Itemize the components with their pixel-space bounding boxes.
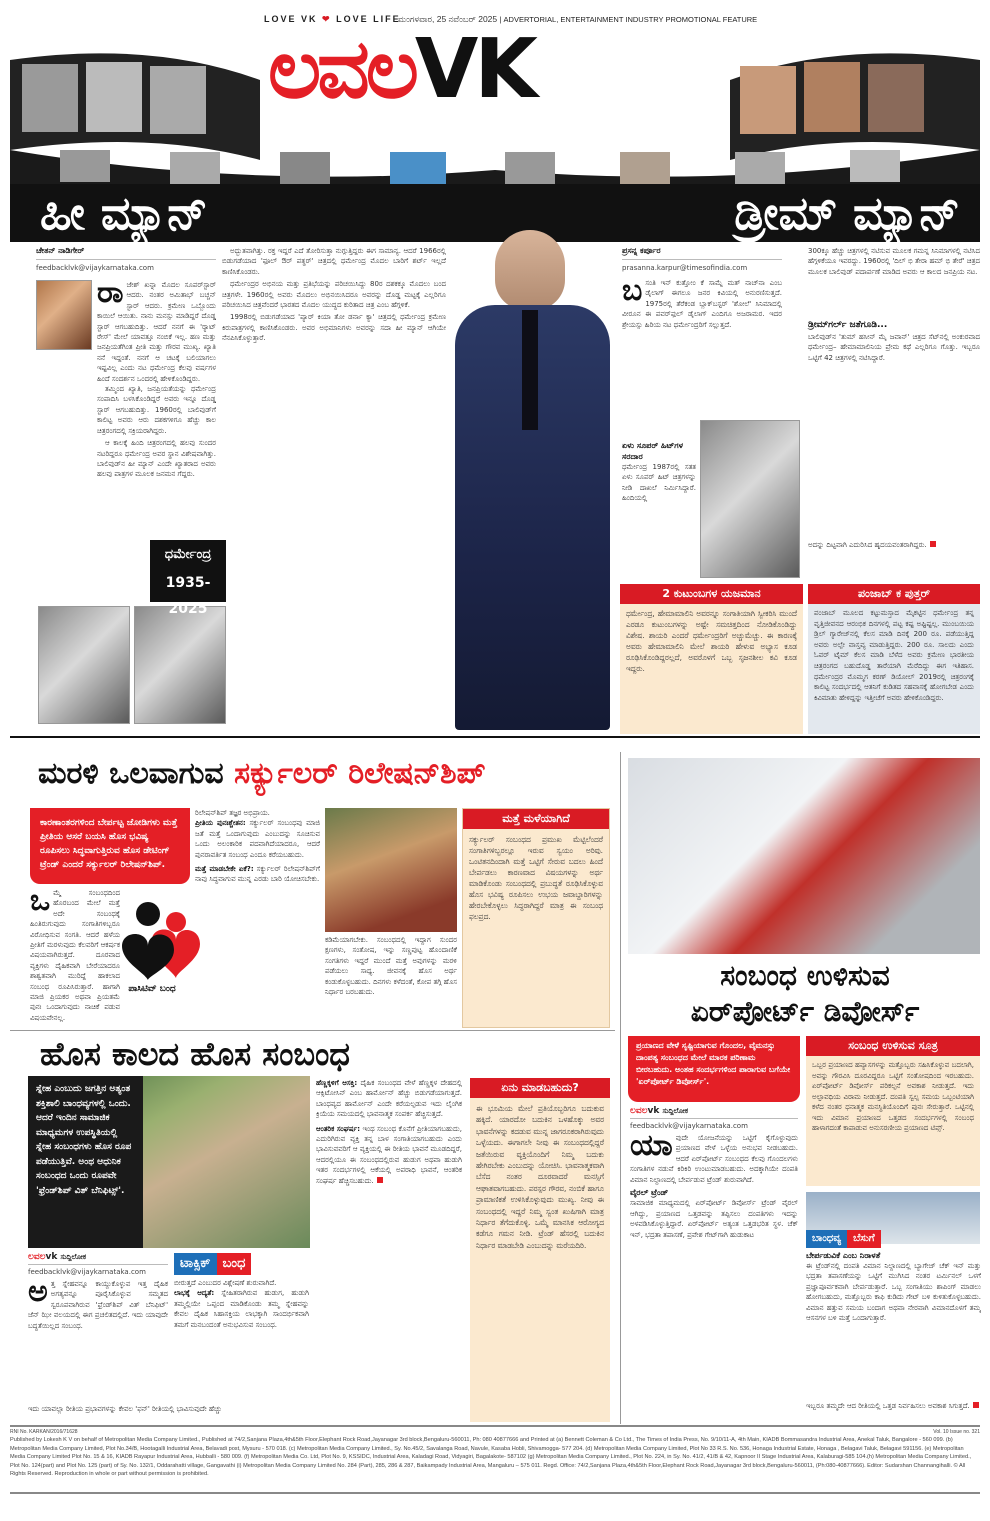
logo-kannada: ಲವಲ bbox=[268, 22, 415, 117]
center-paragraph-1: ಅದ್ಭುತವಾಗಿತ್ತು. ರಕ್ತ ಇದ್ದರೆ ಎದೆ ತೋರಿಸುತ್ತಾ ನುಗ್ಗುತ್ತಿದ್ದರು ಈಗ ಸಾಮಾನ್ಯ. ಆದರೆ 1966ರಲ್ಲಿ ಬಿಡುಗಡೆಯಾದ 'ಫೂಲ್ ಔರ್ ಪತ್ಥರ್' ಚಿತ್ರದಲ್ಲಿ ಧರ್ಮೇಂದ್ರ ಮೊದಲ ಬಾರಿಗೆ ಶರ್ಟ್ ಇಲ್ಲದೆ ಕಾಣಿಸಿಕೊಂಡರು. bbox=[222, 247, 446, 276]
article-paragraph-1: ಜೇಶ್ ಖನ್ನಾ ಮೊದಲ ಸೂಪರ್‌ಸ್ಟಾರ್ ಆದರು. ನಂತರ ಅಮಿತಾಭ್ ಬಚ್ಚನ್ ಸ್ಟಾರ್ ಆದರು. ಕ್ರಮೇಣ ಒಬ್ಬೊಂದು ಕಾಯಿಲೆ ಆಯಿತು. ನಾನು ಮನಸ್ಸು ಮಾಡಿದ್ದರೆ ದೊಡ್ಡ ಸ್ಟಾರ್ ಆಗಬಹುದಿತ್ತು. ಆದರೆ ನನಗೆ ಈ 'ರ್‍ಯಾಟ್ ರೇಸ್' ಮೇಲೆ ಯಾವತ್ತೂ ನಂಬಿಕೆ ಇಲ್ಲ. ಹಣ ಮತ್ತು ಜನಪ್ರಿಯತೆಗಿಂತ ಪ್ರೀತಿ ಮತ್ತು ಗೌರವ ಮುಖ್ಯ. ಖ್ಯಾತಿ ನನೆ ಇದ್ದಂತೆ. ನನಗೆ ಆ ಚಟಕ್ಕೆ ಬಲಿಯಾಗಲು ಇಷ್ಟವಿಲ್ಲ ಎಂದು ನಟ ಧರ್ಮೇಂದ್ರ ಕೆಲವು ವರ್ಷಗಳ ಹಿಂದೆ ಸಂದರ್ಶನ ಒಂದರಲ್ಲಿ ಹೇಳಿಕೊಂಡಿದ್ದರು. bbox=[97, 281, 216, 383]
film-photo-11 bbox=[505, 152, 555, 184]
newage-email: feedbacklvk@vijaykarnataka.com bbox=[28, 1268, 146, 1276]
couple-rain-photo bbox=[325, 808, 457, 932]
newage-intro-box: ಸ್ನೇಹ ಎಂಬುದು ಜಗತ್ತಿನ ಅತ್ಯಂತ ಶಕ್ತಿಶಾಲಿ ಬಾಂಧವ್ಯಗಳಲ್ಲಿ ಒಂದು. ಆದರೆ ಇಂದಿನ ಸಾಮಾಜಿಕ ಮಾಧ್ಯಮಗಳ ಉಪಸ್ಥಿತಿಯಲ್ಲಿ ಸ್ನೇಹ ಸಂಬಂಧಗಳು ಹೊಸ ರೂಪ ಪಡೆಯುತ್ತಿವೆ. ಅಂಥ ಆಧುನಿಕ ಸಂಬಂಧದ ಒಂದು ರೂಪವೇ 'ಫ್ರೆಂಡ್‌ಶಿಪ್ ವಿತ್ ಬೆನಿಫಿಟ್ಸ್'. bbox=[28, 1076, 143, 1248]
punjab-box-body: ಪಂಜಾಬ್ ಮೂಲದ ಕಟ್ಟುಮಸ್ತಾದ ಮೈಕಟ್ಟಿನ ಧರ್ಮೇಂದ್ರ ತನ್ನ ವೃತ್ತಿಜೀವನದ ಆರಂಭಿಕ ದಿನಗಳಲ್ಲಿ ಪಟ್ಟ ಕಷ್ಟ ಅಷ್ಟಿಷ್ಟಲ್ಲ. ಮುಂಬಯಿಯ ಡ್ರಿಲ್ ಗ್ಯಾರೇಜ್‌ನಲ್ಲಿ ಕೆಲಸ ಮಾಡಿ ದಿನಕ್ಕೆ 200 ರೂ. ಪಡೆಯುತ್ತಿದ್ದ ಅವರು ಅಲ್ಪೇ ವಾಸ್ತವ್ಯ ಮಾಡುತ್ತಿದ್ದರು. 200 ರೂ. ಸಾಲದು ಎಂದು ಓವರ್ ಟೈಮ್ ಕೆಲಸ ಮಾಡಿ ಬೆಳೆದ ಅವರು ಕ್ರಮೇಣ ಭಾರತೀಯ ಚಿತ್ರರಂಗದ ಬಹುದೊಡ್ಡ ತಾರೆಯಾಗಿ ಮೆರೆದಿದ್ದು ಈಗ ಇತಿಹಾಸ. ಧರ್ಮೇಂದ್ರರ ಮೊಮ್ಮಗ ಕರಣ್ ಡಿಯೋಲ್ 2019ರಲ್ಲಿ ಚಿತ್ರರಂಗಕ್ಕೆ ಕಾಲಿಟ್ಟ ಸಂದರ್ಭದಲ್ಲಿ ಆತನಿಗೆ ಕುಡಿತದ ಸಹವಾಸಕ್ಕೆ ಹೋಗಬೇಡ ಎಂದು ಕಿವಿಮಾತು ಹೇಳಿದ್ದನ್ನು ಇತ್ತೀಚೆಗೆ ಅವರು ಹೇಳಿಕೊಂಡಿದ್ದರು. bbox=[814, 609, 974, 702]
superhit-body: ಧರ್ಮೇಂದ್ರ 1987ರಲ್ಲಿ ಸತತ ಏಳು ಸೂಪರ್ ಹಿಟ್ ಚಿತ್ರಗಳನ್ನು ನೀಡಿ ದಾಖಲೆ ನಿರ್ಮಿಸಿದ್ದಾರೆ. ಹಿಂದಿಯಲ್ಲಿ bbox=[622, 463, 696, 503]
end-mark-icon bbox=[930, 541, 936, 547]
superhit-heading: ಏಳು ಸೂಪರ್ ಹಿಟ್‌ಗಳ ಸರದಾರ bbox=[622, 441, 683, 461]
newage-headline: ಹೊಸ ಕಾಲದ ಹೊಸ ಸಂಬಂಧ bbox=[40, 1035, 350, 1073]
issue-date: ಮಂಗಳವಾರ, 25 ನವೆಂಬರ್ 2025 bbox=[398, 14, 498, 24]
airport-brand bbox=[630, 1106, 798, 1119]
circular-sub-1: ಪ್ರೀತಿಯ ಪುನಃಶ್ಚೇತನ: bbox=[195, 819, 246, 828]
drop-cap-5: ಅ bbox=[28, 1279, 48, 1309]
newage-end-line: ಇದು ಯಾವಲ್ಲಾ ರೀತಿಯ ಪ್ರಭಾವಗಳನ್ನು ಕೇವಲ 'ಫನ್' ರೀತಿಯಲ್ಲಿ ಭಾವಿಸುವುದೇ ಹೆಚ್ಚು bbox=[28, 1405, 222, 1413]
dharmendra-photo-2 bbox=[134, 606, 226, 724]
punjab-box bbox=[808, 584, 980, 734]
tribute-years: 1935-2025 bbox=[165, 575, 211, 617]
newage-sub-2: ಹೆಣ್ಣಕ್ಕಳಿಗೆ ಆಸಕ್ತಿ: bbox=[316, 1079, 358, 1087]
drop-cap-3: ಒ bbox=[30, 888, 51, 918]
circular-right-body: ಕಡಿಮೆಯಾಗಬೇಕು. ಸಂಬಂಧದಲ್ಲಿ ಇದ್ದಾಗ ಸುಂದರ ಕ್ಷಣಗಳು, ಸಂತೋಷ, ಇನ್ನು ಸಣ್ಣಪುಟ್ಟ ಹೊಂದಾಣಿಕೆ ಸಂಗತಿಗಳು ಇದ್ದರೆ ಮುಂದೆ ಮತ್ತೆ ಅವುಗಳನ್ನು ಮರಳಿ ಪಡೆಯಲು ಸಾಧ್ಯ. ಜೀವನಕ್ಕೆ ಹೊಸ ಅರ್ಥ ಕಂಡುಕೊಳ್ಳಬಹುದು. ದಿನಗಳು ಕಳೆದಂತೆ, ಕೋಪ ತಗ್ಗಿ ಹೊಸ ನಿರ್ಧಾರ ಬರಬಹುದು. bbox=[325, 936, 457, 997]
circular-middle-column bbox=[195, 808, 320, 1028]
circular-sub-2: ಮತ್ತೆ ಮಾಡಬೇಕೇ ಏಕೆ?: bbox=[195, 865, 254, 874]
feature-label: | ADVERTORIAL, ENTERTAINMENT INDUSTRY PROMOTIONAL FEATURE bbox=[499, 15, 758, 24]
circular-left-body: ಮ್ಮೆ ಸಂಬಂಧದಿಂದ ಹೊರಬಂದ ಮೇಲೆ ಮತ್ತೆ ಅದೇ ಸಂಬಂಧಕ್ಕೆ ಹಿಂತಿರುಗುವುದು ಸಂಗಾತಿಗಳಿಬ್ಬರೂ ವಿರೋಧಿಸುವ ಸಂಗತಿ. ಆದರೆ ಹಳೆಯ ಪ್ರೀತಿಗೆ ಮರಳುವುದು ಕೆಲವರಿಗೆ ಆಕರ್ಷಕ ವಿಷಯವಾಗಿರುತ್ತದೆ. ದೂರವಾದ ವ್ಯಕ್ತಿಗಳು ದೈಹಿಕವಾಗಿ ಬೇರೆಯಾದರೂ ಶಾಶ್ವತವಾಗಿ ಮುರಿದ್ದೆ ಹಾಕಲಾದ ಸಂಬಂಧ ರೂಪಿಸಿರುತ್ತಾರೆ. ಹಾಗಾಗಿ ಮಾಜಿ ಪ್ರಿಯಕರ ಅಥವಾ ಪ್ರಿಯತಮೆ ಪುನಃ ಒಂದಾಗುವುದು ನಾಚಿಕೆ ಪಡುವ ವಿಷಯವೇನಲ್ಲ. bbox=[30, 889, 120, 1022]
lead-right-col-2 bbox=[808, 246, 980, 394]
footer-imprint bbox=[10, 1428, 980, 1478]
footer-imprint-text: Published by Lokesh K V on behalf of Metropolitan Media Company Limited., Published at 74/2,Sanjana Plaza,4th&5th Floor,Elephant Rock Road,Jayanagar 3rd block,Bengaluru-560011, Ph: 080 40877666 and Printed at (a) Bennett Coleman & Co Ltd., The Times of India Press, No. 9/10/11-A, 4th Main, KIADB Bommasandra Industrial Area, Anekal Taluk, Bangalore - 560 099. (b) Metropolitan Media Company Limited, Plot No.34/B, Hootagalli Industrial Area, Belavadi post, Mysuru - 570 018. (c) Metropolitan Media Company Limited., Sy. No.45/2, Savalanga Road, Navule, Kasaba Hobli, Shivamogga- 577 204. (d) Metropolitan Media Company Limited, Plot No 33 R.S. No. 536, Honaga Industrial Estate, Honaga , Belagavi Taluk, Belagavi 591156. (e) Metropolitan Media Company Limited Plot No. 15 & 16, KIADB Rayapur Industrial Area, Hubballi - 580 009. (f) Metropolitan Media Co. Ltd, Plot No. 9, KSSIDC, Industrial Area, Kaladagi Road, Vidyagiri, Bagalakote- 587102 (g) Metropolitan Media Company Limited., Plot No. 224, in Sy. No. 41/2, 41/B & 42, Kapnoor II Stage Industrial Area, Kalaburagi-585 104.(h) Metropolitan Media Company Limited., Plot No. 124(part) and Plot No. 125 (part) of Sy. No. 132/1, Oddarahatti village, Gangavathi (i) Metropolitan Media Company Limited No. 284 (Part), 285, 286 & 287, Baikampady Industrial Area, Mangaluru – 575 011. Regd. Office: 74/2,Sanjana Plaza,4th&5th Floor,Elephant Rock Road,Jayanagar 3rd block,Bengaluru-560011, (Ph:080-40877666). Editor: Sudarshan Channangihalli. © All Rights Reserved. Reproduction in whole or part without permission is prohibited. bbox=[10, 1437, 972, 1478]
newage-sub-3: ಆಂತರಿಕ ಸಂಘರ್ಷ: bbox=[316, 1124, 361, 1133]
rain-box-body: ಸರ್ಕ್ಯುಲರ್ ಸಂಬಂಧದ ಪ್ರಮುಖ ಮೆಟ್ಟಿಲೆಂದರೆ ಸಂಗಾತಿಗಳಿಬ್ಬರಲ್ಲೂ ಇರುವ ಸ್ವಯಂ ಅರಿವು. ಒಂಟಿತನದಿಂದಾಗಿ ಮತ್ತೆ ಒಟ್ಟಿಗೆ ಸೇರುವ ಬದಲು ಹಿಂದೆ ಬೇರ್ಪಡಲು ಕಾರಣವಾದ ವಿಷಯಗಳನ್ನು ಅರ್ಥ ಮಾಡಿಕೊಂಡು ಸಂಬಂಧದಲ್ಲಿ ಪ್ರಬುದ್ಧತೆ ರೂಢಿಸಿಕೊಳ್ಳುವ ಹೊಸ ಭವಿಷ್ಯ ರೂಪಿಸಲು ಉಭಯ ಜವಾಬ್ದಾರಿಗಳನ್ನು ಹೇರಬೇಕೊಳ್ಳಲು ಸಿದ್ಧರಾಗಿದ್ದರೆ ಮಾತ್ರ ಈ ಸಂಬಂಧ ಫಲಪ್ರದ. bbox=[469, 835, 603, 921]
newage-article bbox=[28, 1252, 168, 1403]
lead-right-article bbox=[622, 246, 782, 434]
positive-bandha-logo bbox=[112, 900, 202, 980]
film-photo-5 bbox=[804, 62, 860, 132]
column-divider bbox=[620, 752, 621, 1424]
footer-rule bbox=[10, 1425, 980, 1427]
family-box-body: ಧರ್ಮೇಂದ್ರ, ಹೇಮಾಮಾಲಿನಿ ಅವರನ್ನೂ ಸಂಗಾತಿಯಾಗಿ ಸ್ವೀಕರಿಸಿ ಮುಂದೆ ಎರಡೂ ಕುಟುಂಬಗಳನ್ನು ಅಷ್ಟೇ ಸಮಚಿತ್ತದಿಂದ ನೋಡಿಕೊಂಡಿದ್ದು ವಿಶೇಷ. ಶಾಯರಿ ಎಂದರೆ ಧರ್ಮೇಂದ್ರರಿಗೆ ಅಚ್ಚುಮೆಚ್ಚು. ಈ ಕಾರಣಕ್ಕೆ ಅವರು ಹೇಮಾಮಾಲಿನಿ ಮೇಲೆ ಶಾಯರಿ ಹೇಳುವ ಅಭ್ಯಾಸ ಕೂಡ ರೂಢಿಸಿಕೊಂಡಿದ್ದರಲ್ಲದೆ, ಅವರೊಳಗೆ ಒಬ್ಬ ಸೃಜನಶೀಲ ಕವಿ ಕೂಡ ಇದ್ದರು. bbox=[626, 609, 797, 673]
footer-rni: RNI No. KARKAN/2016/71628 bbox=[10, 1429, 78, 1435]
author-email-2: prasanna.karpur@timesofindia.com bbox=[622, 264, 748, 272]
sutra-box-title: ಸಂಬಂಧ ಉಳಿಸುವ ಸೂತ್ರ bbox=[806, 1036, 980, 1056]
newage-right-column bbox=[316, 1078, 462, 1400]
footer-volume: Vol. 10 Issue no. 321 bbox=[933, 1429, 980, 1435]
airport-intro-box: ಪ್ರಯಾಣದ ವೇಳೆ ಸೃಷ್ಟಿಯಾಗುವ ಗೊಂದಲ, ವೈಮನಸ್ಸು ದಾಂಪತ್ಯ ಸಂಬಂಧದ ಮೇಲೆ ಮಾರಕ ಪರಿಣಾಮ ಬೀರಬಹುದು. ಅಂತಹ ಸಂದರ್ಭಗಳಿಂದ ಪಾರಾಗುವ ಬಗೆಯೇ 'ಏರ್‌ಪೋರ್ಟ್ ಡಿವೋರ್ಸ್'. bbox=[628, 1036, 800, 1102]
right-end-text: ಅದನ್ನು ದಿಟ್ಟವಾಗಿ ಎದುರಿಸಿದ ಹೃದಯವಂತರಾಗಿದ್ದರು. bbox=[808, 541, 927, 549]
footer-rule-bottom bbox=[10, 1492, 980, 1494]
author-name-2: ಪ್ರಸನ್ನ ಕರ್ಪೂರ bbox=[622, 246, 782, 260]
bond-label-blue: ಬಾಂಧವ್ಯ bbox=[806, 1230, 847, 1248]
end-mark-icon-2 bbox=[973, 1402, 979, 1408]
family-box-title: 2 ಕುಟುಂಬಗಳ ಯಜಮಾನ bbox=[620, 584, 803, 604]
drop-cap: ರಾ bbox=[97, 280, 124, 310]
airport-sub-1: ವೈರಲ್ ಟ್ರೆಂಡ್ bbox=[630, 1188, 669, 1198]
film-photo-6 bbox=[868, 64, 924, 132]
circular-sub-2-body: ಸರ್ಕ್ಯುಲರ್ ರಿಲೇಷನ್‌ಶಿಪ್‌ಗೆ ನಾವು ಸಿದ್ಧವಾಗುವ ಮುನ್ನ ಎರಡು ಬಾರಿ ಯೋಚಿಸಬೇಕು. bbox=[195, 865, 320, 884]
airport-end bbox=[806, 1401, 981, 1411]
drop-cap-4: ಯಾ bbox=[630, 1133, 673, 1163]
brand-vk-2: vk bbox=[45, 1252, 58, 1262]
positive-bandha-text: ಪಾಸಿಟಿವ್ ಬಂಧ bbox=[128, 984, 176, 994]
newage-sub-3-body: ಇಂಥ ಸಂಬಂಧ ಕೊನೆಗೆ ಪ್ರೀತಿಯಾಗಬಹುದು, ಎದುರಿಗಿರುವ ವ್ಯಕ್ತಿ ತನ್ನ ಬಾಳ ಸಂಗಾತಿಯಾಗಬಹುದು ಎಂದು ಭಾವಿಸುವವರಿಗೆ ಆ ವ್ಯಕ್ತಿಯಲ್ಲಿ ಈ ರೀತಿಯ ಭಾವನೆ ಮೂಡದಿದ್ದರೆ, ಆದರಲ್ಲಿಯೂ ಈ ಸಂಬಂಧದಲ್ಲಿರುವ ಹುಡುಗ ಅಥವಾ ಹುಡುಗಿ ಇತರ ಸಂದರ್ಭಗಳಲ್ಲಿ ಆಕೆಯಲ್ಲಿ ಅಪರಾಧಿ ಭಾವನೆ, ಆಂತರಿಕ ಸಂಘರ್ಷ ಹೆಚ್ಚಿಸಬಹುದು. bbox=[316, 1124, 462, 1185]
brand-suffix: ಸುದ್ದಿಲೋಕ bbox=[662, 1107, 689, 1115]
headline-he-man: ಹೀ ಮ್ಯಾನ್ bbox=[40, 186, 208, 240]
author-name: ಚೇತನ್ ನಾಡಿಗೇರ್ bbox=[36, 246, 216, 260]
circular-mid-lead: ರಿಲೇಷನ್‌ಶಿಪ್ ತಜ್ಞರ ಅಭಿಪ್ರಾಯ. bbox=[195, 809, 270, 817]
article-paragraph-3: ಆ ಕಾಲಕ್ಕೆ ಹಿಂದಿ ಚಿತ್ರರಂಗದಲ್ಲಿ ಹಲವು ಸುಂದರ ನಟರಿದ್ದರೂ ಧರ್ಮೇಂದ್ರ ಅವರ ಸ್ಥಾನ ವಿಶೇಷವಾಗಿತ್ತು. ಬಾಲಿವುಡ್‌ನ ಹೀ ಮ್ಯಾನ್ ಎಂದೇ ಖ್ಯಾತರಾದ ಅವರು ಹಲವು ಪಾತ್ರಗಳ ಮೂಲಕ ಜನಮನ ಗೆದ್ದರು. bbox=[97, 439, 216, 479]
heart-icon: ❤ bbox=[322, 14, 332, 24]
lead-center-article bbox=[222, 246, 446, 726]
dreamgirl-heading: ಡ್ರೀಮ್‌ಗರ್ಲ್ ಜತೆಗೂಡಿ... bbox=[808, 320, 888, 330]
circular-headline-black: ಮರಳಿ ಒಲವಾಗುವ bbox=[38, 756, 224, 791]
tribute-name: ಧರ್ಮೇಂದ್ರ bbox=[164, 547, 212, 562]
section-divider bbox=[10, 736, 980, 738]
center-paragraph-3: 1998ರಲ್ಲಿ ಬಿಡುಗಡೆಯಾದ 'ಪ್ಯಾರ್ ಕಿಯಾ ತೋ ಡರ್ನಾ ಕ್ಯಾ' ಚಿತ್ರದಲ್ಲಿ ಧರ್ಮೇಂದ್ರ ಕ್ರಮೇಣ ಕಿರುಪಾತ್ರಗಳಲ್ಲಿ ಕಾಣಿಸಿಕೊಂಡರು. ಅವರ ಅಭಿಮಾನಿಗಳು ಅವರನ್ನು ಸದಾ ಹೀ ಮ್ಯಾನ್ ಆಗಿಯೇ ನೆನಪಿಸಿಕೊಳ್ಳುತ್ತಾರೆ. bbox=[222, 313, 446, 343]
what-box-title: ಏನು ಮಾಡಬಹುದು? bbox=[470, 1078, 610, 1098]
tagline-right: LOVE LIFE bbox=[336, 14, 401, 24]
dharmendra-photo-1 bbox=[38, 606, 130, 724]
dharmendra-portrait bbox=[450, 230, 615, 730]
airport-headline-1: ಸಂಬಂಧ ಉಳಿಸುವ bbox=[720, 959, 890, 992]
airport-body: ವುದೇ ಯೋಜನೆಯನ್ನು ಒಟ್ಟಿಗೆ ಕೈಗೊಳ್ಳುವುದು ಪ್ರಯಾಣದ ವೇಳೆ ಒಳ್ಳೆಯ ಅನುಭವ ನೀಡಬಹುದು. ಆದರೆ ಏರ್‌ಪೋರ್ಟ್ ಸಂಬಂಧದ ಕೆಲವು ಗೊಂದಲಗಳು ಸಂಗಾತಿಗಳ ನಡುವೆ ಕಿರಿಕಿರಿ ಉಂಟುಮಾಡಬಹುದು. ಅದಕ್ಕಾಗಿಯೇ ದಂಪತಿ ವಿಮಾನ ನಿಲ್ದಾಣದಲ್ಲಿ ಬೇರ್ಪಡುವ ಟ್ರೆಂಡ್ ಶುರುವಾಗಿದೆ. bbox=[630, 1134, 798, 1184]
newage-sub-1-body: ಸ್ನೇಹಿತರಾಗಿರುವ ಹುಡುಗ, ಹುಡುಗಿ ತಮ್ಮಲ್ಲಿಯೇ ಒಪ್ಪಂದ ಮಾಡಿಕೊಂಡು ತಮ್ಮ ಸ್ನೇಹವನ್ನು ಕೇವಲ ದೈಹಿಕ ಸಿಹಾಸಕ್ತಿಯ ಲಾಭಕ್ಕಾಗಿ ಸಾಂದರ್ಭಿಕವಾಗಿ ತಮಗೆ ಮನಬಂದಂತೆ ಅನುಭವಿಸುವ ಸಂಬಂಧ. bbox=[174, 1289, 309, 1329]
superhit-sidebar bbox=[622, 440, 696, 566]
center-paragraph-2: ಧರ್ಮೇಂದ್ರರ ಅಭಿನಯ ಮತ್ತು ಪ್ರತಿಭೆಯನ್ನು ಪರಿಚಯಿಸಿದ್ದು 80ರ ದಶಕಕ್ಕೂ ಮೊದಲು ಬಂದ ಚಿತ್ರಗಳೇ. 1960ರಲ್ಲಿ ಅವರು ಮೊದಲು ಅಭಿನಯಿಸಿದರೂ ಅವರನ್ನು ದೊಡ್ಡ ಮಟ್ಟಕ್ಕೆ ಎಲ್ಲರಿಗೂ ಪರಿಚಯಿಸಿದ ಚಿತ್ರವೆಂದರೆ ಭಾರತದ ಮೊದಲ ಯುದ್ಧದ ಕುರಿತಾದ ಚಿತ್ರ ಎಂಬ ಹೆಗ್ಗಳಿಕೆ. bbox=[222, 280, 446, 310]
circular-headline-red: ಸರ್ಕ್ಯುಲರ್ ರಿಲೇಷನ್‌ಶಿಪ್ bbox=[234, 756, 486, 791]
family-box bbox=[620, 584, 803, 734]
newage-brand bbox=[28, 1252, 168, 1265]
end-mark-icon-3 bbox=[377, 1177, 383, 1183]
tagline-left: LOVE VK bbox=[264, 14, 318, 24]
right-paragraph-1: ಸಂತಿ ಇನ್ ಕುತ್ತೋಂ ಕೆ ಸಾಮ್ನೆ ಮತ್ ನಾಚ್‌ನಾ ಎಂಬ ಡೈಲಾಗ್ ಈಗಲೂ ಜನರ ಕಿವಿಯಲ್ಲಿ ಅನುರಣಿಸುತ್ತದೆ. 1975ರಲ್ಲಿ ತೆರೆಕಂಡ ಬ್ಲಾಕ್‌ಬಸ್ಟರ್ 'ಶೋಲೆ' ಸಿನಿಮಾದಲ್ಲಿ ವೀರೂನ ಈ ಪವರ್‌ಫುಲ್ ಡೈಲಾಗ್ ಎಂದಿಗೂ ಅಜರಾಮರ. ಇದರ ಶ್ರೇಯಸ್ಸು ಹಿರಿಯ ನಟ ಧರ್ಮೇಂದ್ರರಿಗೆ ಸಲ್ಲುತ್ತದೆ. bbox=[622, 279, 782, 329]
rain-box bbox=[462, 808, 610, 1028]
tribute-tag bbox=[150, 540, 226, 617]
film-photo-1 bbox=[22, 64, 78, 132]
film-photo-13 bbox=[735, 152, 785, 184]
airport-right-column bbox=[806, 1250, 981, 1411]
bond-label-red: ಬೆಸುಗೆ bbox=[847, 1230, 881, 1248]
right-end-line bbox=[808, 540, 980, 580]
newage-sub-2-body: ದೈಹಿಕ ಸಂಬಂಧದ ವೇಳೆ ಹೆಣ್ಣಕ್ಕಳ ದೇಹದಲ್ಲಿ ಆಕ್ಸಿಟೋಸಿನ್ ಎಂಬ ಹಾರ್ಮೋನ್ ಹೆಚ್ಚು ಬಿಡುಗಡೆಯಾಗುತ್ತದೆ. ಬಾಂಧವ್ಯದ ಹಾರ್ಮೋನ್ ಎಂದೇ ಕರೆಯಲ್ಪಡುವ ಇದು ಲೈಂಗಿಕ ಕ್ರಿಯೆಯ ಸಮಯದಲ್ಲಿ ಭಾವನಾತ್ಮಕ ಸಂಪರ್ಕ ಹೆಚ್ಚಿಸುತ್ತದೆ. bbox=[316, 1079, 462, 1119]
newage-mid-lead: ಬೀರುತ್ತದೆ ಎಂಬುದರ ವಿಶ್ಲೇಷಣೆ ಶುರುವಾಗಿದೆ. bbox=[174, 1279, 277, 1287]
circular-intro-box: ಕಾರಣಾಂತರಗಳಿಂದ ಬೇರ್ಪಟ್ಟ ಜೋಡಿಗಳು ಮತ್ತೆ ಪ್ರೀತಿಯ ಆಸರೆ ಬಯಸಿ ಹೊಸ ಭವಿಷ್ಯ ರೂಪಿಸಲು ಸಿದ್ಧವಾಗುತ್ತಿರುವ ಹೊಸ ಡೇಟಿಂಗ್ ಟ್ರೆಂಡ್ ಎಂದರೆ ಸರ್ಕ್ಯುಲರ್ ರಿಲೇಷನ್‌ಶಿಪ್. bbox=[30, 808, 190, 884]
circular-sub-1-body: ಸರ್ಕ್ಯುಲರ್ ಸಂಬಂಧವು ಮಾಜಿ ಜತೆ ಮತ್ತೆ ಒಂದಾಗುವುದು ಎಂಬುದನ್ನು ಸೂಚಿಸುವ ಒಂದು ಅಲಂಕಾರಿಕ ಪದವಾಗಿದೆಯಾದರೂ, ಆದರೆ ಪುನರಾವರ್ತಿತ ಸಂಬಂಧ ಎಂದೂ ಕರೆಯಬಹುದು. bbox=[195, 819, 320, 859]
dharmendra-vintage-photo bbox=[700, 420, 800, 578]
airport-headline-2: ಏರ್‌ಪೋರ್ಟ್ ಡಿವೋರ್ಸ್ bbox=[690, 995, 920, 1028]
brand-kannada-2: ಲವಲ bbox=[28, 1252, 46, 1262]
headline-dream-man: ಡ್ರೀಮ್ ಮ್ಯಾನ್ bbox=[734, 186, 960, 240]
bond-label bbox=[806, 1226, 881, 1248]
film-photo-14 bbox=[850, 150, 900, 182]
film-photo-8 bbox=[170, 152, 220, 184]
airport-article bbox=[630, 1106, 798, 1423]
punjab-box-title: ಪಂಜಾಬ್ ಕ ಪುತ್ತರ್ bbox=[808, 584, 980, 604]
airport-sub-2-body: ಈ ಟ್ರೆಂಡ್‌ನಲ್ಲಿ ದಂಪತಿ ವಿಮಾನ ನಿಲ್ದಾಣದಲ್ಲಿ ಬ್ಯಾಗೇಜ್ ಚೆಕ್ ಇನ್ ಮತ್ತು ಭದ್ರತಾ ತಪಾಸಣೆಯನ್ನು ಒಟ್ಟಿಗೆ ಮುಗಿಸಿದ ನಂತರ ಟರ್ಮಿನಲ್ ಒಳಗೆ ಪ್ರಜ್ಞಾಪೂರ್ವಕವಾಗಿ ಬೇರ್ಪಡುತ್ತಾರೆ. ಒಬ್ಬ ಸಂಗಾತಿಯು ಶಾಪಿಂಗ್ ಮಾಡಲು ಹೋಗಬಹುದು, ಮತ್ತೊಬ್ಬರು ಕಾಫಿ ಕುಡಿದು ಗೇಟ್ ಬಳಿ ಕುಳಿತುಕೊಳ್ಳಬಹುದು. ವಿಮಾನ ಹತ್ತುವ ಸಮಯ ಬಂದಾಗ ಅಥವಾ ನೇರವಾಗಿ ವಿಮಾನದೊಳಗೆ ತಮ್ಮ ಆಸನಗಳ ಬಳಿ ಮತ್ತೆ ಒಂದಾಗುತ್ತಾರೆ. bbox=[806, 1262, 981, 1323]
film-photo-10 bbox=[390, 152, 446, 184]
brand-vk: vk bbox=[647, 1106, 660, 1116]
film-photo-2 bbox=[86, 62, 142, 132]
circular-headline bbox=[38, 752, 608, 796]
dreamgirl-body: ಬಾಲಿವುಡ್‌ನ 'ತುಮ್ ಹಸೀನ್ ಮೈ ಜವಾನ್' ಚಿತ್ರದ ಸೆಟ್‌ನಲ್ಲಿ ಅಂಕುರವಾದ ಧರ್ಮೇಂದ್ರ– ಹೇಮಾಮಾಲಿನಿಯ ಪ್ರೇಮ ಕಥೆ ಎಲ್ಲರಿಗೂ ಗೊತ್ತು. ಇಬ್ಬರೂ ಒಟ್ಟಿಗೆ 42 ಚಿತ್ರಗಳಲ್ಲಿ ನಟಿಸಿದ್ದಾರೆ. bbox=[808, 333, 980, 362]
what-box-body: ಈ ಭೂಮಿಯ ಮೇಲೆ ಪ್ರತಿಯೊಬ್ಬರಿಗೂ ಬದುಕುವ ಹಕ್ಕಿದೆ. ಯಾರದೋ ಬದುಕಿನ ಒಳಹೊಕ್ಕು ಅವರ ಭಾವನೆಗಳನ್ನು ಕದಡುವ ಮುನ್ನ ಜಾಗರೂಕರಾಗಿರುವುದು ಒಳ್ಳೆಯದು. ಈಗಾಗಲೇ ನೀವು ಈ ಸಂಬಂಧದಲ್ಲಿದ್ದರೆ ಜತೆಯಿರುವ ವ್ಯಕ್ತಿಯೊಂದಿಗೆ ನಿಮ್ಮ ಬದುಕು ಹೇಗಿರಬೇಕು ಎಂಬುದನ್ನು ಯೋಚಿಸಿ. ಭಾವನಾತ್ಮಕವಾಗಿ ಬೆಸೆದ ನಂತರ ದೂರವಾದರೆ ಮನಸ್ಸಿಗೆ ಆಘಾತವಾಗಬಹುದು. ಪರಸ್ಪರ ಗೌರವ, ನಂಬಿಕೆ ಹಾಗೂ ಪ್ರಾಮಾಣಿಕತೆ ಉಳಿಸಿಕೊಳ್ಳುವುದು ಮುಖ್ಯ. ನೀವು ಈ ಸಂಬಂಧದಲ್ಲಿ ಇದ್ದರೆ ನಿಮ್ಮ ಸ್ವಂತ ಖುಷಿಗಾಗಿ ಮಾತ್ರ ನಿರ್ಧಾರ ತೆಗೆದುಕೊಳ್ಳಿ. ಒಮ್ಮೆ ಮಾನಸಿಕ ಆರೋಗ್ಯದ ಕಡೆಗೂ ಗಮನ ನೀಡಿ. ಟ್ರೆಂಡ್ ಹೆಸರಲ್ಲಿ ಬದುಕಿನ ನಿರ್ಧಾರ ಮಾಡಬೇಡಿ ಎಂಬುದನ್ನು ಮರೆಯದಿರಿ. bbox=[476, 1104, 604, 1250]
airport-sub-1-body: ಸಾಮಾಜಿಕ ಮಾಧ್ಯಮದಲ್ಲಿ ಏರ್‌ಪೋರ್ಟ್ ಡಿವೋರ್ಸ್ ಟ್ರೆಂಡ್ ವೈರಲ್ ಆಗಿದ್ದು, ಪ್ರಯಾಣದ ಒತ್ತಡವನ್ನು ತಪ್ಪಿಸಲು ದಂಪತಿಗಳು ಇದನ್ನು ಅಳವಡಿಸಿಕೊಳ್ಳುತ್ತಿದ್ದಾರೆ. ಏರ್‌ಪೋರ್ಟ್ ಅತ್ಯಂತ ಒತ್ತಡಭರಿತ ಸ್ಥಳ. ಚೆಕ್ ಇನ್, ಭದ್ರತಾ ತಪಾಸಣೆ, ಪ್ರವೇಶ ಗೇಟ್‌ಗಾಗಿ ಹುಡುಕಾಟ bbox=[630, 1199, 798, 1239]
airport-end-text: ಇಬ್ಬರೂ ತಮ್ಮದೇ ಆದ ರೀತಿಯಲ್ಲಿ ಒತ್ತಡ ನಿರ್ವಹಿಸಲು ಅವಕಾಶ ಸಿಗುತ್ತದೆ. bbox=[806, 1402, 970, 1410]
newage-body: ತ್ತ ಸ್ನೇಹವನ್ನೂ ಕಾಯ್ದುಕೊಳ್ಳುವ ಇತ್ತ ದೈಹಿಕ ಅಗತ್ಯವನ್ನೂ ಪೂರೈಸಿಕೊಳ್ಳುವ ಸಮ್ಮತದ ಸ್ವರೂಪವಾಗಿರುವ 'ಫ್ರೆಂಡ್‌ಶಿಪ್ ವಿತ್ ಬೆನಿಫಿಟ್' ಜೆನ್ ಝೀ ವಲಯದಲ್ಲಿ ಈಗ ಪ್ರಚಲಿತದಲ್ಲಿದೆ. ಇದು ಯಾವುದೇ ಬದ್ಧತೆಯಿಲ್ಲದ ಸಂಬಂಧ. bbox=[28, 1280, 168, 1330]
drop-cap-2: ಬ bbox=[622, 278, 643, 308]
airport-email: feedbacklvk@vijaykarnataka.com bbox=[630, 1122, 748, 1130]
newage-sub-1: ಲಾಭಕ್ಕೆ ಆದ್ಯತೆ: bbox=[174, 1289, 215, 1298]
newage-mid-column bbox=[174, 1278, 309, 1400]
author-photo bbox=[36, 280, 92, 350]
what-box bbox=[470, 1078, 610, 1422]
logo-latin: VK bbox=[414, 22, 534, 117]
logo bbox=[268, 22, 534, 117]
airport-couple-photo bbox=[628, 758, 980, 954]
author-email: feedbacklvk@vijaykarnataka.com bbox=[36, 264, 154, 272]
brand-suffix-2: ಸುದ್ದಿಲೋಕ bbox=[60, 1253, 87, 1261]
article-paragraph-2: ತಮ್ಮಿಂದ ಖ್ಯಾತಿ, ಜನಪ್ರಿಯತೆಯನ್ನು ಧರ್ಮೇಂದ್ರ ಸಂಪಾದಿಸಿ ಬಳಸಿಕೊಂಡಿದ್ದರೆ ಅವರು ಇನ್ನೂ ದೊಡ್ಡ ಸ್ಟಾರ್ ಆಗಬಹುದಿತ್ತು. 1960ರಲ್ಲಿ ಬಾಲಿವುಡ್‌ಗೆ ಕಾಲಿಟ್ಟ ಅವರು ಆರು ದಶಕಗಳಿಗೂ ಹೆಚ್ಚು ಕಾಲ ಚಿತ್ರರಂಗದಲ್ಲಿ ಸಕ್ರಿಯರಾಗಿದ್ದರು. bbox=[97, 385, 216, 435]
film-photo-7 bbox=[60, 150, 110, 182]
portrait-tie bbox=[522, 310, 538, 430]
portrait-face bbox=[495, 230, 565, 310]
film-photo-12 bbox=[620, 152, 670, 184]
airport-headline bbox=[630, 958, 980, 1030]
toxic-label-red: ಬಂಧ bbox=[217, 1253, 252, 1275]
film-photo-9 bbox=[280, 152, 330, 184]
brand-kannada: ಲವಲ bbox=[630, 1106, 648, 1116]
section-divider-2 bbox=[10, 1030, 615, 1031]
toxic-bandha-label bbox=[174, 1252, 251, 1275]
right-paragraph-2: 300ಕ್ಕೂ ಹೆಚ್ಚು ಚಿತ್ರಗಳಲ್ಲಿ ನಟಿಸುವ ಮೂಲಕ ಗಮನ್ನ ಸಿನಿಮಾಗಳಲ್ಲಿ ನಟಿಸಿದ ಹೆಗ್ಗಳಿಕೆಯೂ ಇವರದ್ದು. 1960ರಲ್ಲಿ 'ದಿಲ್ ಭಿ ತೇರಾ ಹಮ್ ಭಿ ತೇರೆ' ಚಿತ್ರದ ಮೂಲಕ ಬಾಲಿವುಡ್ ಪದಾರ್ಪಣೆ ಮಾಡಿದ ಅವರು ಆ ಕಾಲದ ಜನಪ್ರಿಯ ನಟ. bbox=[808, 247, 980, 276]
airport-sub-2: ಬೇರ್ಪಡುವಿಕೆ ಎಂಬ ನಿರಾಳತೆ bbox=[806, 1251, 881, 1260]
toxic-label-blue: ಟಾಕ್ಸಿಕ್ bbox=[174, 1253, 217, 1275]
film-photo-3 bbox=[150, 66, 206, 134]
sutra-box-body: ಒಬ್ಬರ ಪ್ರಯಾಣದ ಹವ್ಯಾಸಗಳನ್ನು ಮತ್ತೊಬ್ಬರು ಸಹಿಸಿಕೊಳ್ಳುವ ಬದಲಾಗಿ, ಅವನ್ನು ಗೌರವಿಸಿ ದೂರವಿದ್ದರೂ ಒಟ್ಟಿಗೆ ಸಂತೋಷದಿಂದ ಇರಬಹುದು. ಏರ್‌ಪೋರ್ಟ್ ಡಿವೋರ್ಸ್ ಪರಿಕಲ್ಪನೆ ಅವಕಾಶ ನೀಡುತ್ತದೆ. ಇದು ಅಲ್ಪಾವಧಿಯ ವಿರಾಮ ನೀಡುತ್ತದೆ. ದಂಪತಿ ಸ್ವಲ್ಪ ಸಮಯ ಒಬ್ಬಂಟಿಯಾಗಿ ಕಳೆದ ನಂತರ ಧನಾತ್ಮಕ ಮನಸ್ಥಿತಿಯೊಂದಿಗೆ ಪುನಃ ಸೇರುತ್ತಾರೆ. ಒಟ್ಟಿನಲ್ಲಿ ಇದು ವಿಮಾನ ಪ್ರಯಾಣದ ಒತ್ತಡದ ಸಂದರ್ಭಗಳಲ್ಲಿ ಸಂಬಂಧ ಹಾಳಾಗದಂತೆ ಕಾಪಾಡುವ ಅನುಸರಣೀಯ ಪ್ರಯಾಣದ ಟಿಪ್ಸ್. bbox=[812, 1061, 974, 1132]
circular-left-column bbox=[30, 888, 120, 1024]
film-photo-4 bbox=[740, 66, 796, 134]
sutra-box bbox=[806, 1036, 980, 1186]
rain-box-title: ಮತ್ತೆ ಮಳೆಯಾಗಿದೆ bbox=[463, 809, 609, 829]
